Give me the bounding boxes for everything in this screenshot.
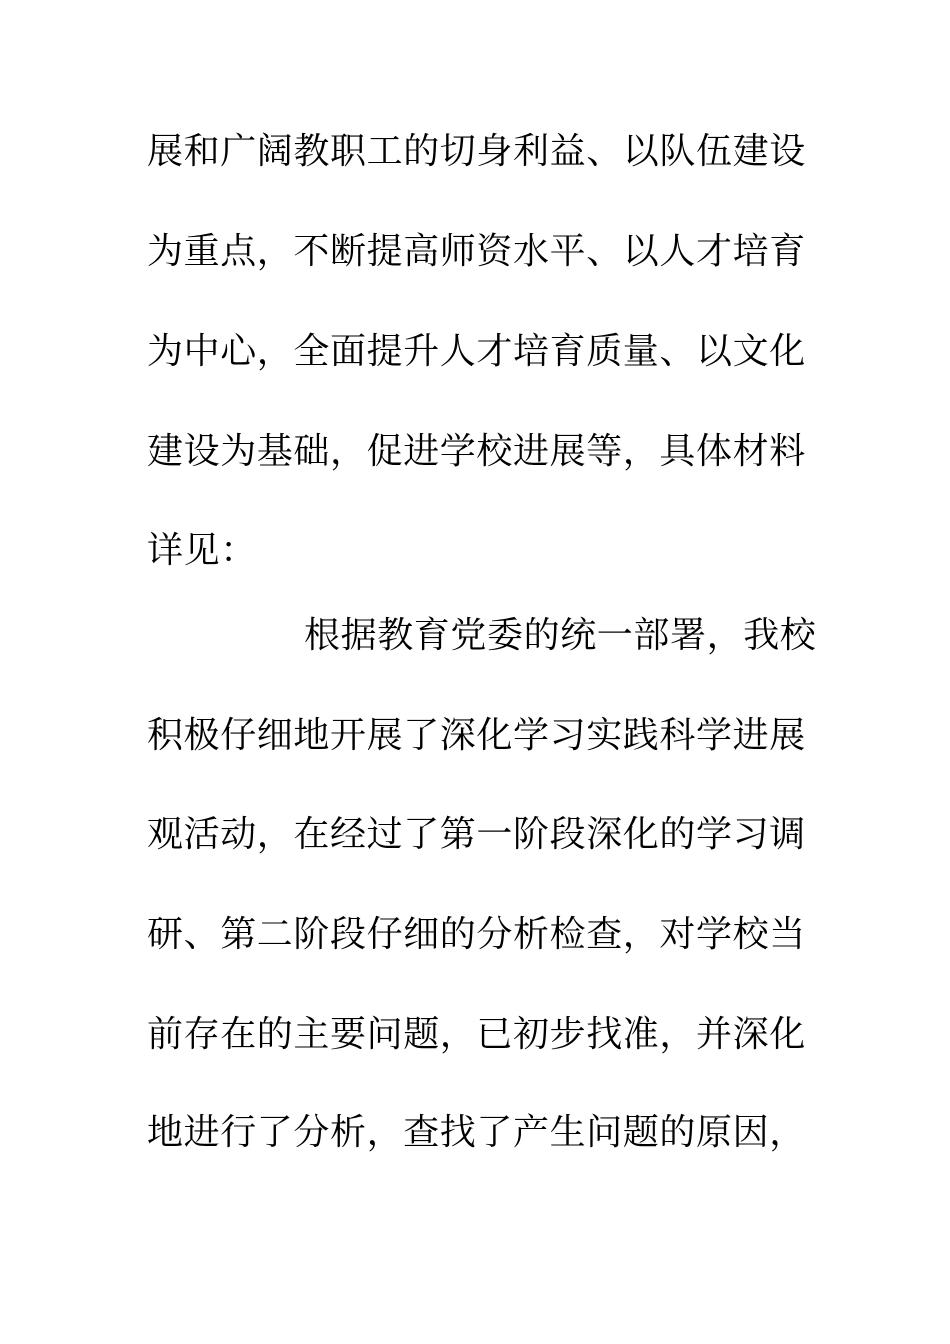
paragraph-line-10: 前存在的主要问题，已初步找准，并深化 bbox=[147, 1014, 806, 1055]
paragraph-line-11: 地进行了分析，查找了产生问题的原因， bbox=[147, 1112, 806, 1153]
paragraph-line-1: 展和广阔教职工的切身利益、以队伍建设 bbox=[147, 131, 806, 172]
paragraph-line-5: 详见： bbox=[147, 530, 257, 571]
paragraph-line-9: 研、第二阶段仔细的分析检查，对学校当 bbox=[147, 914, 806, 955]
paragraph-line-3: 为中心，全面提升人才培育质量、以文化 bbox=[147, 331, 806, 372]
paragraph-line-8: 观活动，在经过了第一阶段深化的学习调 bbox=[147, 814, 806, 855]
paragraph-line-7: 积极仔细地开展了深化学习实践科学进展 bbox=[147, 715, 806, 756]
paragraph-line-4: 建设为基础，促进学校进展等，具体材料 bbox=[147, 431, 806, 472]
paragraph-line-2: 为重点，不断提高师资水平、以人才培育 bbox=[147, 231, 806, 272]
paragraph-line-6: 根据教育党委的统一部署，我校 bbox=[304, 615, 817, 656]
